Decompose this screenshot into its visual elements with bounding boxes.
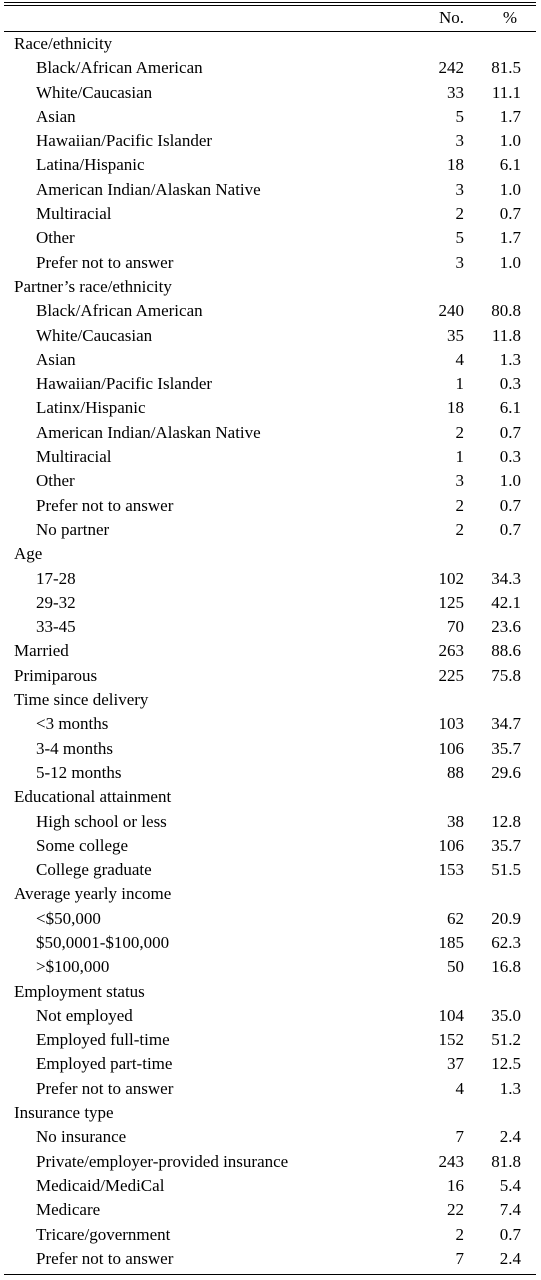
- row-label: 17-28: [36, 568, 76, 588]
- row-percent: 81.5: [491, 58, 521, 78]
- row-count: 1: [455, 374, 464, 394]
- row-count: 7: [455, 1248, 464, 1268]
- table-row-category: [0, 1101, 541, 1125]
- row-percent: 16.8: [491, 957, 521, 977]
- row-count: 62: [447, 908, 464, 928]
- table-row: [0, 348, 541, 372]
- row-percent: 2.4: [499, 1127, 521, 1147]
- row-count: 104: [438, 1005, 464, 1025]
- row-count: 125: [438, 592, 464, 612]
- row-label: Race/ethnicity: [14, 34, 113, 53]
- row-label: Hawaiian/Pacific Islander: [36, 374, 213, 394]
- row-count: 2: [455, 204, 464, 224]
- row-count: 7: [455, 1127, 464, 1147]
- row-percent: 34.3: [491, 568, 521, 588]
- row-percent: 75.8: [491, 665, 521, 685]
- table-row: [0, 810, 541, 834]
- table-row: [0, 105, 541, 129]
- row-count: 70: [447, 617, 464, 637]
- row-percent: 29.6: [491, 762, 521, 782]
- row-percent: 2.4: [499, 1248, 521, 1268]
- table-row: [0, 251, 541, 275]
- row-label: 29-32: [36, 592, 76, 612]
- row-percent: 35.0: [491, 1005, 521, 1025]
- table-row: [0, 396, 541, 420]
- table-row: [0, 1028, 541, 1052]
- row-label: Medicaid/MediCal: [36, 1175, 165, 1195]
- table-row: [0, 761, 541, 785]
- row-percent: 1.7: [499, 106, 521, 126]
- table-row: [0, 202, 541, 226]
- row-count: 3: [455, 252, 464, 272]
- row-label: American Indian/Alaskan Native: [36, 422, 261, 442]
- row-percent: 1.0: [499, 252, 521, 272]
- row-label: High school or less: [36, 811, 167, 831]
- table-row-category: [0, 542, 541, 566]
- row-percent: 80.8: [491, 301, 521, 321]
- table-row: [0, 1198, 541, 1222]
- row-label: Prefer not to answer: [36, 1078, 174, 1098]
- row-percent: 1.0: [499, 131, 521, 151]
- row-count: 3: [455, 131, 464, 151]
- row-count: 103: [438, 714, 464, 734]
- row-label: Prefer not to answer: [36, 252, 174, 272]
- row-label: >$100,000: [36, 957, 110, 977]
- row-percent: 0.3: [499, 374, 521, 394]
- row-percent: 0.7: [499, 495, 521, 515]
- row-percent: 1.3: [499, 1078, 521, 1098]
- row-label: Latina/Hispanic: [36, 155, 145, 175]
- row-label: 3-4 months: [36, 738, 113, 758]
- row-percent: 88.6: [491, 641, 521, 661]
- table-row-category: [0, 664, 541, 688]
- row-percent: 0.7: [499, 204, 521, 224]
- row-count: 242: [438, 58, 464, 78]
- table-row-category: [0, 882, 541, 906]
- table-body: [0, 32, 541, 1271]
- row-count: 37: [447, 1054, 464, 1074]
- table-row: [0, 518, 541, 542]
- table-row: [0, 955, 541, 979]
- table-header: [0, 6, 541, 30]
- row-label: Age: [14, 544, 43, 564]
- table-row: [0, 56, 541, 80]
- row-count: 5: [455, 228, 464, 248]
- row-percent: 35.7: [491, 738, 521, 758]
- row-label: Educational attainment: [14, 787, 172, 807]
- row-percent: 1.3: [499, 349, 521, 369]
- table-row: [0, 226, 541, 250]
- table-row-category: [0, 688, 541, 712]
- row-count: 106: [438, 738, 464, 758]
- table-row: [0, 469, 541, 493]
- table-row: [0, 834, 541, 858]
- row-count: 38: [447, 811, 464, 831]
- table-row: [0, 153, 541, 177]
- row-label: Latinx/Hispanic: [36, 398, 146, 418]
- table-row: [0, 712, 541, 736]
- table-row: [0, 615, 541, 639]
- table-row: [0, 324, 541, 348]
- row-label: Multiracial: [36, 204, 112, 224]
- table-row: [0, 372, 541, 396]
- row-label: Primiparous: [14, 665, 98, 685]
- row-percent: 11.8: [491, 325, 521, 345]
- row-label: Married: [14, 641, 69, 661]
- row-count: 5: [455, 106, 464, 126]
- row-count: 3: [455, 179, 464, 199]
- table-row-category: [0, 275, 541, 299]
- row-label: Hawaiian/Pacific Islander: [36, 131, 213, 151]
- table-row-category: [0, 980, 541, 1004]
- table-row: [0, 1052, 541, 1076]
- table-row: [0, 591, 541, 615]
- table-row: [0, 1174, 541, 1198]
- row-label: Prefer not to answer: [36, 495, 174, 515]
- row-percent: 51.2: [491, 1030, 521, 1050]
- row-percent: 0.3: [499, 447, 521, 467]
- row-label: $50,0001-$100,000: [36, 932, 170, 952]
- column-header-percent: %: [502, 8, 517, 27]
- row-label: Not employed: [36, 1005, 133, 1025]
- row-percent: 42.1: [491, 592, 521, 612]
- row-percent: 11.1: [491, 82, 521, 102]
- row-count: 152: [438, 1030, 464, 1050]
- bottom-rule: [4, 1274, 536, 1275]
- row-percent: 0.7: [499, 422, 521, 442]
- row-count: 16: [447, 1175, 464, 1195]
- table-row: [0, 494, 541, 518]
- row-percent: 0.7: [499, 1224, 521, 1244]
- row-percent: 6.1: [499, 155, 521, 175]
- row-percent: 20.9: [491, 908, 521, 928]
- table-row: [0, 1077, 541, 1101]
- table-row: [0, 178, 541, 202]
- row-label: Private/employer-provided insurance: [36, 1151, 289, 1171]
- row-count: 2: [455, 422, 464, 442]
- row-count: 4: [455, 349, 464, 369]
- table-row: [0, 1247, 541, 1271]
- row-percent: 81.8: [491, 1151, 521, 1171]
- row-label: College graduate: [36, 860, 152, 880]
- row-label: American Indian/Alaskan Native: [36, 179, 261, 199]
- row-count: 263: [438, 641, 464, 661]
- row-label: Black/African American: [36, 58, 203, 78]
- row-count: 102: [438, 568, 464, 588]
- row-label: Asian: [36, 349, 76, 369]
- row-label: Partner’s race/ethnicity: [14, 276, 172, 296]
- row-label: Average yearly income: [14, 884, 172, 904]
- row-label: White/Caucasian: [36, 325, 153, 345]
- row-label: Other: [36, 228, 75, 248]
- table-row: [0, 931, 541, 955]
- table-row: [0, 737, 541, 761]
- row-label: Time since delivery: [14, 690, 149, 710]
- row-percent: 62.3: [491, 932, 521, 952]
- row-label: Other: [36, 471, 75, 491]
- row-count: 1: [455, 447, 464, 467]
- row-label: Black/African American: [36, 301, 203, 321]
- row-percent: 34.7: [491, 714, 521, 734]
- table-row-category: [0, 785, 541, 809]
- table-row: [0, 1004, 541, 1028]
- row-label: Employed part-time: [36, 1054, 173, 1074]
- row-percent: 12.5: [491, 1054, 521, 1074]
- row-percent: 6.1: [499, 398, 521, 418]
- row-percent: 12.8: [491, 811, 521, 831]
- row-percent: 35.7: [491, 835, 521, 855]
- row-count: 3: [455, 471, 464, 491]
- table-row: [0, 129, 541, 153]
- row-count: 153: [438, 860, 464, 880]
- row-label: Asian: [36, 106, 76, 126]
- row-percent: 51.5: [491, 860, 521, 880]
- table-row: [0, 858, 541, 882]
- row-count: 4: [455, 1078, 464, 1098]
- table-row: [0, 1125, 541, 1149]
- row-count: 243: [438, 1151, 464, 1171]
- row-label: No insurance: [36, 1127, 127, 1147]
- row-percent: 7.4: [499, 1200, 521, 1220]
- table-row: [0, 567, 541, 591]
- table-row: [0, 299, 541, 323]
- row-label: No partner: [36, 519, 110, 539]
- row-count: 240: [438, 301, 464, 321]
- row-count: 33: [447, 82, 464, 102]
- row-label: Prefer not to answer: [36, 1248, 174, 1268]
- row-count: 22: [447, 1200, 464, 1220]
- row-count: 18: [447, 398, 464, 418]
- row-percent: 0.7: [499, 519, 521, 539]
- row-label: <3 months: [36, 714, 109, 734]
- table-row: [0, 1223, 541, 1247]
- row-percent: 23.6: [491, 617, 521, 637]
- table-row: [0, 907, 541, 931]
- row-count: 2: [455, 519, 464, 539]
- row-label: Some college: [36, 835, 129, 855]
- row-label: <$50,000: [36, 908, 101, 928]
- row-count: 185: [438, 932, 464, 952]
- row-count: 2: [455, 1224, 464, 1244]
- table-row-category: [0, 32, 541, 56]
- row-percent: 1.0: [499, 471, 521, 491]
- row-count: 225: [438, 665, 464, 685]
- row-label: Employed full-time: [36, 1030, 170, 1050]
- row-label: Tricare/government: [36, 1224, 171, 1244]
- row-percent: 5.4: [499, 1175, 521, 1195]
- row-label: Multiracial: [36, 447, 112, 467]
- column-header-no: No.: [438, 8, 464, 27]
- table-row: [0, 81, 541, 105]
- row-count: 35: [447, 325, 464, 345]
- table-row: [0, 1150, 541, 1174]
- table-row: [0, 421, 541, 445]
- table-row-category: [0, 639, 541, 663]
- row-count: 106: [438, 835, 464, 855]
- row-label: White/Caucasian: [36, 82, 153, 102]
- row-percent: 1.0: [499, 179, 521, 199]
- row-count: 50: [447, 957, 464, 977]
- table-row: [0, 445, 541, 469]
- row-count: 88: [447, 762, 464, 782]
- row-percent: 1.7: [499, 228, 521, 248]
- row-label: 33-45: [36, 617, 76, 637]
- row-label: 5-12 months: [36, 762, 122, 782]
- row-label: Insurance type: [14, 1103, 114, 1123]
- row-label: Medicare: [36, 1200, 101, 1220]
- row-count: 18: [447, 155, 464, 175]
- row-label: Employment status: [14, 981, 145, 1001]
- row-count: 2: [455, 495, 464, 515]
